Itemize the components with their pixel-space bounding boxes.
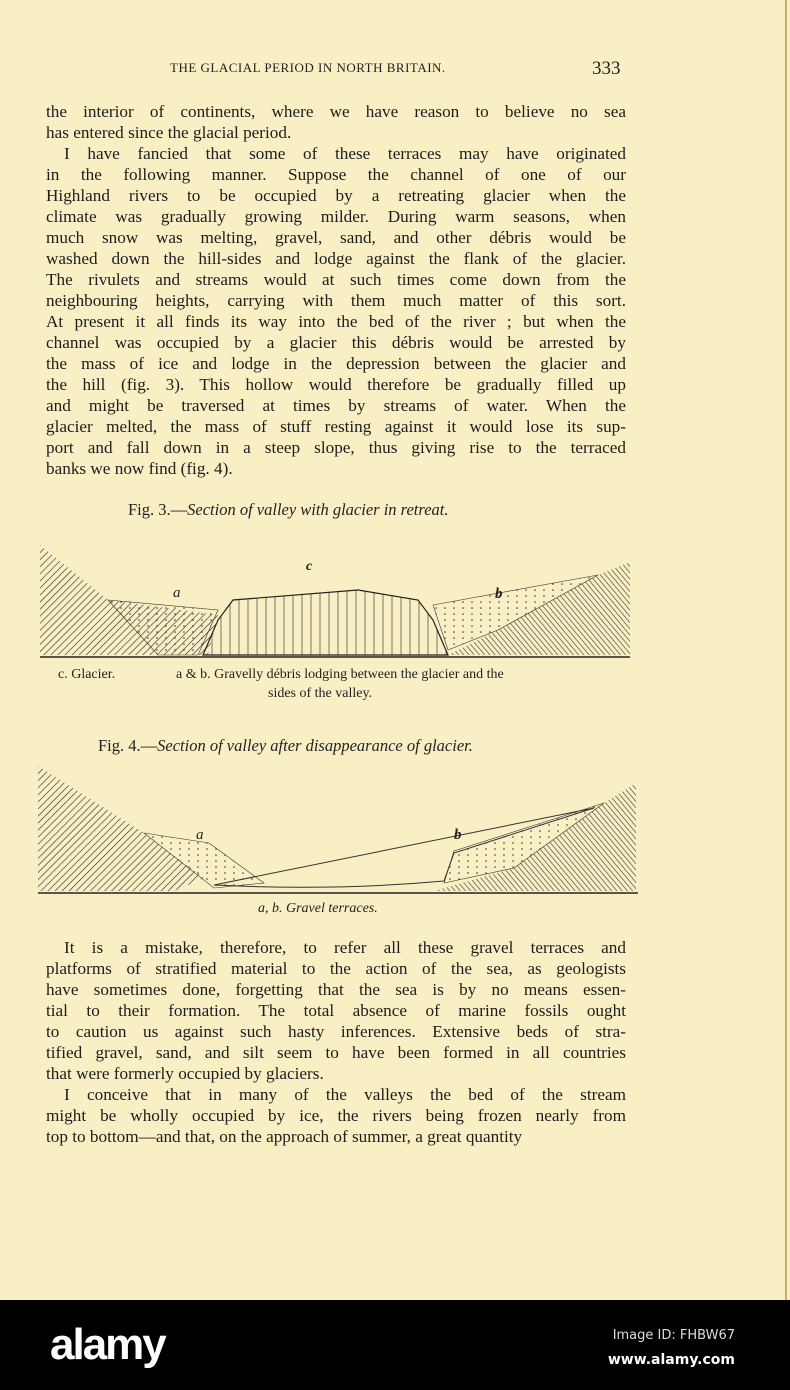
glacier xyxy=(203,590,448,655)
text-line: channel was occupied by a glacier this débris would be arrested by xyxy=(46,333,626,352)
fig4-label-a: a xyxy=(196,827,204,843)
fig3-label-a: a xyxy=(173,585,181,601)
fig4-valley-section xyxy=(34,763,644,898)
text-line: I have fancied that some of these terraces may have originated xyxy=(64,144,626,163)
text-line: has entered since the glacial period. xyxy=(46,123,292,142)
left-hillside xyxy=(38,766,204,891)
fig3-caption xyxy=(128,500,448,520)
text-line: that were formerly occupied by glaciers. xyxy=(46,1064,324,1083)
fig3-legend-ab: a & b. Gravelly débris lodging between the glacier and the xyxy=(176,667,504,682)
text-line: tial to their formation. The total absence of marine fossils ought xyxy=(46,1001,626,1020)
text-line: in the following manner. Suppose the channel of one of our xyxy=(46,165,626,184)
text-line: platforms of stratified material to the action of the sea, as geologists xyxy=(46,959,626,978)
text-line: At present it all finds its way into the bed of the river ; but when the xyxy=(46,312,626,331)
alamy-logo: alamy xyxy=(50,1320,165,1369)
fig3-legend-c: c. Glacier. xyxy=(58,667,116,682)
text-line: top to bottom—and that, on the approach of summer, a great quantity xyxy=(46,1127,523,1146)
fig4-caption xyxy=(98,736,473,756)
text-line: climate was gradually growing milder. During warm seasons, when xyxy=(46,207,626,226)
text-line: the interior of continents, where we have reason to believe no sea xyxy=(46,102,626,121)
fig4-number: Fig. 4.— xyxy=(98,736,158,755)
text-line: tified gravel, sand, and silt seem to have been formed in all countries xyxy=(46,1043,626,1062)
text-line: I conceive that in many of the valleys the bed of the stream xyxy=(64,1085,626,1104)
text-line: have sometimes done, forgetting that the sea is by no means essen- xyxy=(46,980,626,999)
text-line: washed down the hill-sides and lodge against the flank of the glacier. xyxy=(46,249,626,268)
fig4-label-b: b xyxy=(454,827,462,843)
fig3-label-b: b xyxy=(495,586,503,602)
watermark-footer xyxy=(0,1300,790,1390)
fig4-legend: a, b. Gravel terraces. xyxy=(258,901,378,916)
text-line: much snow was melting, gravel, sand, and other débris would be xyxy=(46,228,626,247)
fig3-valley-section xyxy=(38,540,638,665)
running-title: THE GLACIAL PERIOD IN NORTH BRITAIN. xyxy=(170,60,446,75)
text-line: Highland rivers to be occupied by a retreating glacier when the xyxy=(46,186,626,205)
text-line: and might be traversed at times by streams of water. When the xyxy=(46,396,626,415)
text-line: the hill (fig. 3). This hollow would therefore be gradually filled up xyxy=(46,375,626,394)
text-line: It is a mistake, therefore, to refer all these gravel terraces and xyxy=(64,938,626,957)
text-line: The rivulets and streams would at such times come down from the xyxy=(46,270,626,289)
text-line: the mass of ice and lodge in the depression between the glacier and xyxy=(46,354,626,373)
text-line: banks we now find (fig. 4). xyxy=(46,459,233,478)
fig3-legend-ab-cont: sides of the valley. xyxy=(268,686,373,701)
text-line: port and fall down in a steep slope, thus giving rise to the terraced xyxy=(46,438,626,457)
text-line: might be wholly occupied by ice, the rivers being frozen nearly from xyxy=(46,1106,626,1125)
image-id: Image ID: FHBW67 xyxy=(612,1328,735,1343)
fig4-title: Section of valley after disappearance of glacier. xyxy=(157,736,473,755)
site-url: www.alamy.com xyxy=(607,1352,735,1368)
fig3-title: Section of valley with glacier in retreat. xyxy=(187,500,449,519)
fig3-label-c: c xyxy=(306,559,313,574)
page-number: 333 xyxy=(592,58,621,79)
text-line: glacier melted, the mass of stuff resting against it would lose its sup- xyxy=(46,417,626,436)
fig3-number: Fig. 3.— xyxy=(128,500,188,519)
text-line: to caution us against such hasty inferences. Extensive beds of stra- xyxy=(46,1022,626,1041)
text-line: neighbouring heights, carrying with them much matter of this sort. xyxy=(46,291,626,310)
